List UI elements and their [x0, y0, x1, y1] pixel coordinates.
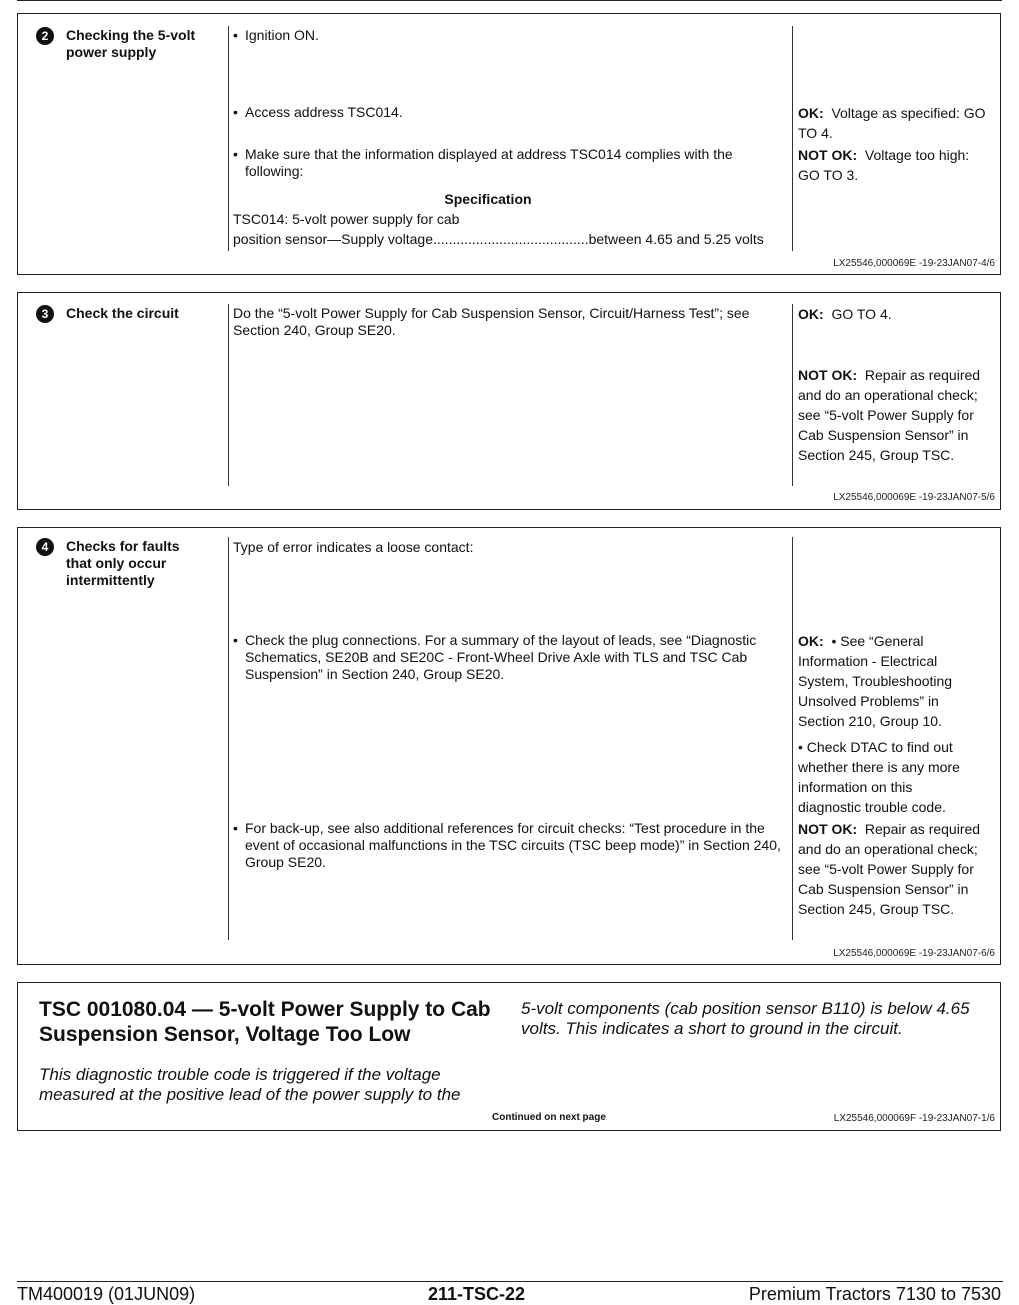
notok-text: Repair as required and do an operational check; see “5-volt Power Supply for Cab Suspension Sensor” in Section 245, Group TSC. [798, 367, 981, 463]
column-divider [792, 537, 793, 940]
column-divider [228, 537, 229, 940]
notok-text: Voltage too high: GO TO 3. [798, 147, 970, 183]
notok-text: Repair as required and do an operational check; see “5-volt Power Supply for Cab Suspension Sensor” in Section 245, Group TSC. [798, 821, 981, 917]
ok-result [798, 103, 988, 143]
footer-page-number: 211-TSC-22 [428, 1284, 526, 1304]
step-number-badge: 4 [36, 538, 54, 556]
notok-label: NOT OK: [798, 147, 858, 163]
ok-text: Voltage as specified: GO TO 4. [798, 105, 986, 141]
step-number-badge: 2 [36, 27, 54, 45]
column-divider [792, 304, 793, 486]
footer-rule [17, 1281, 1003, 1282]
procedure-intro: Type of error indicates a loose contact: [233, 539, 474, 555]
specification-heading: Specification [444, 191, 532, 207]
bullet-dot: • [233, 27, 238, 43]
ok-result-extra: • Check DTAC to find out whether there is any more information on this diagnostic trouble code. [798, 739, 960, 815]
notok-label: NOT OK: [798, 821, 858, 837]
reference-code: LX25546,000069E -19-23JAN07-6/6 [833, 948, 995, 959]
bullet-dot: • [233, 820, 238, 836]
bullet-text: For back-up, see also additional references for circuit checks: “Test procedure in the event of occasional malfunctions in the TSC circuits (TSC beep mode)” in Section 240, Group SE20. [245, 820, 781, 870]
bullet-text: Ignition ON. [245, 27, 319, 43]
column-divider [228, 26, 229, 251]
column-divider [228, 304, 229, 486]
procedure-text: Do the “5-volt Power Supply for Cab Suspension Sensor, Circuit/Harness Test”; see Section 240, Group SE20. [233, 305, 750, 338]
ok-label: OK: [798, 633, 824, 649]
step-title: Checks for faults that only occur intermittently [66, 538, 180, 588]
spec-label: position sensor—Supply voltage........................................ [233, 231, 589, 247]
reference-code: LX25546,000069E -19-23JAN07-5/6 [833, 492, 995, 503]
step-title: Check the circuit [66, 305, 179, 321]
bullet-text: Check the plug connections. For a summary of the layout of leads, see “Diagnostic Schematics, SE20B and SE20C - Front-Wheel Drive Axle with TLS and TSC Cab Suspension” in Section 240, Group SE20. [245, 632, 757, 682]
notok-result [798, 365, 983, 465]
footer-product: Premium Tractors 7130 to 7530 [748, 1284, 1001, 1304]
bullet-text: Access address TSC014. [245, 104, 403, 120]
notok-result [798, 145, 988, 185]
dtc-description-right: 5-volt components (cab position sensor B110) is below 4.65 volts. This indicates a short to ground in the circuit. [521, 999, 970, 1038]
bullet-dot: • [233, 632, 238, 648]
spec-value: between 4.65 and 5.25 volts [588, 231, 764, 247]
dtc-description-box [17, 982, 1001, 1131]
column-divider [792, 26, 793, 251]
step-4-box [17, 527, 1001, 965]
spec-line: TSC014: 5-volt power supply for cab [233, 211, 460, 227]
step-number-badge: 3 [36, 305, 54, 323]
step-3-box [17, 292, 1001, 510]
continued-note: Continued on next page [492, 1112, 606, 1123]
ok-text: GO TO 4. [831, 306, 892, 322]
ok-label: OK: [798, 105, 824, 121]
footer-manual-id: TM400019 (01JUN09) [17, 1284, 196, 1304]
notok-result [798, 819, 983, 919]
dtc-description-left: This diagnostic trouble code is triggered if the voltage measured at the positive lead of the power supply to the [39, 1065, 461, 1104]
spec-line [233, 231, 788, 248]
step-2-box [17, 13, 1001, 275]
bullet-dot: • [233, 104, 238, 120]
step-title: Checking the 5-volt power supply [66, 27, 196, 60]
ok-result [798, 304, 988, 324]
reference-code: LX25546,000069E -19-23JAN07-4/6 [833, 258, 995, 269]
bullet-dot: • [233, 146, 238, 162]
reference-code: LX25546,000069F -19-23JAN07-1/6 [833, 1113, 995, 1124]
dtc-title: TSC 001080.04 — 5-volt Power Supply to Cab Suspension Sensor, Voltage Too Low [39, 998, 491, 1046]
previous-box-bottom [17, 0, 1002, 1]
notok-label: NOT OK: [798, 367, 858, 383]
ok-result [798, 631, 983, 731]
ok-text: • See “General Information - Electrical System, Troubleshooting Unsolved Problems” in Section 210, Group 10. [798, 633, 953, 729]
bullet-text: Make sure that the information displayed at address TSC014 complies with the following: [245, 146, 733, 179]
ok-label: OK: [798, 306, 824, 322]
